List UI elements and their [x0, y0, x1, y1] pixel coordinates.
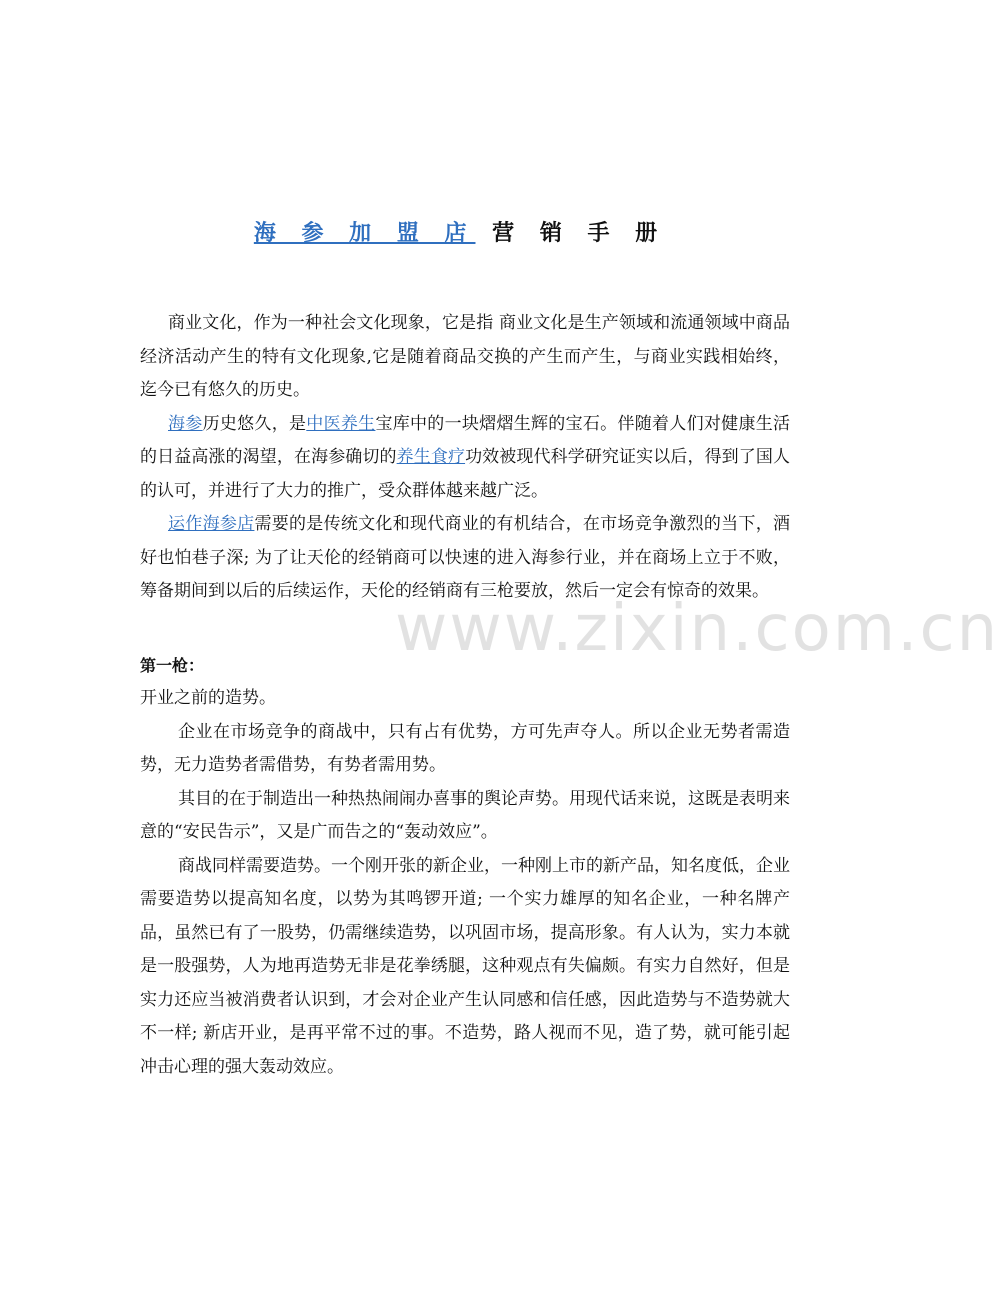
document-title [0, 216, 920, 247]
link-yunzuo-haishendian[interactable]: 运作海参店 [168, 514, 255, 534]
title-link[interactable]: 海 参 加 盟 店 [253, 221, 476, 246]
intro-p2-text-2: 宝库中的一块熠熠生辉的宝石。伴随着人们对健康生活的日益高涨的渴望，在海参确切的 [140, 413, 791, 467]
section-spacer [140, 609, 790, 649]
intro-paragraph-3 [140, 508, 790, 609]
section-1-paragraph-3: 商战同样需要造势。一个刚开张的新企业，一种刚上市的新产品，知名度低，企业需要造势以提高知名度，以势为其鸣锣开道; 一个实力雄厚的知名企业，一种名牌产品，虽然已有了一股势，仍需继续造势，以巩固市场，提高形象。有人认为，实力本就是一股强势，人为地再造势无非是花拳绣腿，这种观点有失偏颇。有实力自然好，但是实力还应当被消费者认识到，才会对企业产生认同感和信任感，因此造势与不造势就大不一样; 新店开业，是再平常不过的事。不造势，路人视而不见，造了势，就可能引起冲击心理的强大轰动效应。 [140, 855, 790, 1077]
section-1-subheading: 开业之前的造势。 [140, 688, 276, 708]
link-zhongyi-yangsheng[interactable]: 中医养生 [306, 413, 376, 434]
document-body [140, 307, 790, 1084]
intro-p2-text-1: 历史悠久，是 [202, 413, 307, 434]
link-haishen[interactable]: 海参 [168, 413, 203, 434]
link-yangsheng-shiliao[interactable]: 养生食疗 [396, 447, 466, 467]
intro-paragraph-1: 商业文化，作为一种社会文化现象，它是指 商业文化是生产领域和流通领域中商品经济活动产生的特有文化现象,它是随着商品交换的产生而产生，与商业实践相始终，迄今已有悠久的历史。 [140, 313, 790, 400]
section-1-paragraph-2: 其目的在于制造出一种热热闹闹办喜事的舆论声势。用现代话来说，这既是表明来意的“安民告示”，又是广而告之的“轰动效应”。 [140, 788, 790, 842]
intro-p2-text-3: 功效被现代科学研究证实以后，得到了国人的认可，并进行了大力的推广，受众群体越来越广泛。 [140, 447, 791, 501]
section-1-heading: 第一枪： [140, 655, 205, 675]
section-1-paragraph-1: 企业在市场竞争的商战中，只有占有优势，方可先声夺人。所以企业无势者需造势，无力造势者需借势，有势者需用势。 [140, 721, 790, 775]
watermark: www.zixin.com.cn [395, 592, 999, 666]
intro-p3-text: 需要的是传统文化和现代商业的有机结合，在市场竞争激烈的当下，酒好也怕巷子深; 为了让天伦的经销商可以快速的进入海参行业，并在商场上立于不败，筹备期间到以后的后续运作，天伦的经销商有三枪要放，然后一定会有惊奇的效果。 [140, 514, 791, 601]
title-text: 营 销 手 册 [492, 221, 667, 246]
intro-paragraph-2 [140, 408, 790, 509]
